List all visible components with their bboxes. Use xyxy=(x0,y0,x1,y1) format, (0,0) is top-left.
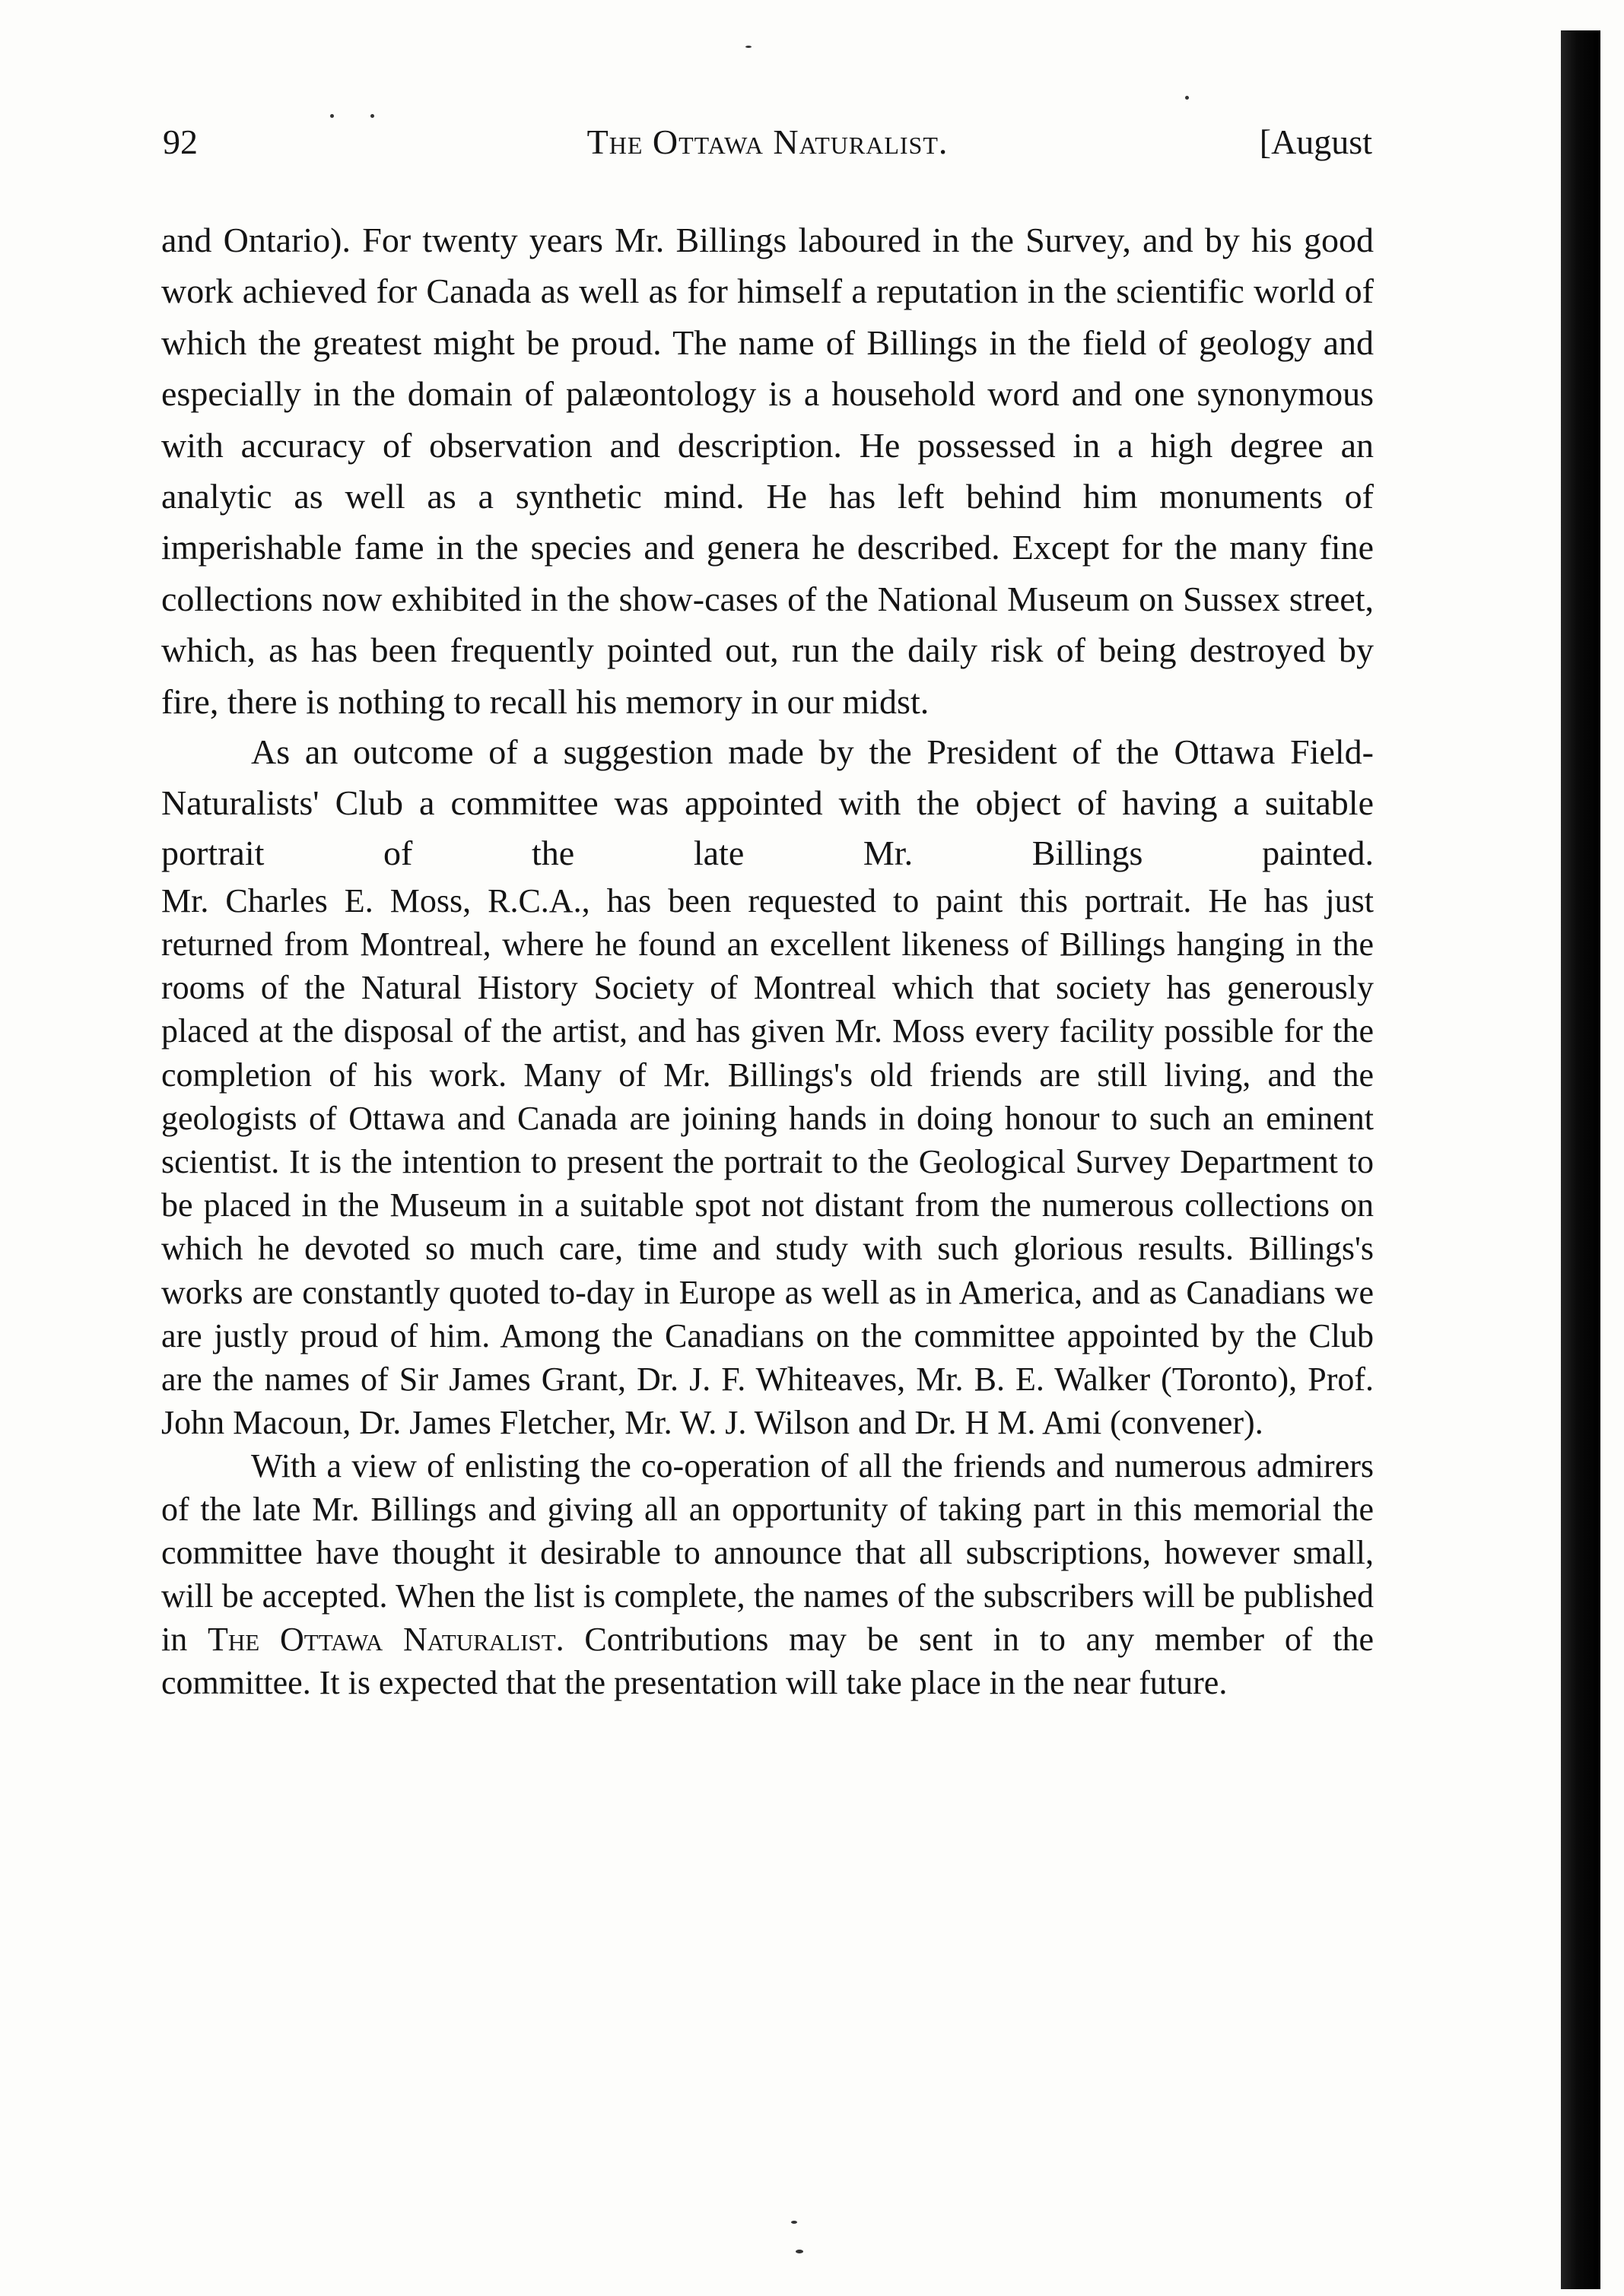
running-head xyxy=(163,122,1372,175)
binding-shadow xyxy=(1561,30,1600,2289)
article-body xyxy=(161,214,1374,1704)
paragraph-3-text-a: With a view of enlisting the co-operation of all the friends and numerous admirers of the late Mr. Billings and giving all an opportunity of taking part in this memorial the committee have thought it desirable to announce that all subscriptions, however small, will be accepted. When the list is complete, the names of the subscribers will be published in xyxy=(161,1447,1374,1659)
scan-speck xyxy=(330,114,334,118)
scan-speck xyxy=(370,114,374,118)
scan-speck xyxy=(791,2221,797,2224)
journal-title: The Ottawa Naturalist. xyxy=(586,122,949,161)
paragraph-3 xyxy=(161,1444,1374,1704)
paragraph-3-text-b: Contributions may be sent in to any member of the committee. It is expected that the presentation will take place in the near future. xyxy=(161,1621,1375,1702)
scan-speck xyxy=(796,2250,803,2253)
journal-reference: The Ottawa Naturalist. xyxy=(208,1621,564,1659)
scan-speck xyxy=(745,46,752,48)
paragraph-2-opening: As an outcome of a suggestion made by the President of the Ottawa Field-Naturalists' Club a committee was appointed with the object of having a suitable portrait of the late Mr. Billings painted. xyxy=(161,732,1374,873)
page-number: 92 xyxy=(163,122,198,161)
paragraph-2-continuation: Mr. Charles E. Moss, R.C.A., has been requested to paint this portrait. He has just returned from Montreal, where he found an excellent likeness of Billings hanging in the rooms of the Natural History Society of Montreal which that society has generously placed at the disposal of the artist, and has given Mr. Moss every facility possible for the completion of his work. Many of Mr. Billings's old friends are still living, and the geologists of Ottawa and Canada are joining hands in doing honour to such an eminent scientist. It is the intention to present the portrait to the Geological Survey Department to be placed in the Museum in a suitable spot not distant from the numerous collections on which he devoted so much care, time and study with such glorious results. Billings's works are constantly quoted to-day in Europe as well as in America, and as Canadians we are justly proud of him. Among the Canadians on the committee appointed by the Club are the names of Sir James Grant, Dr. J. F. Whiteaves, Mr. B. E. Walker (Toronto), Prof. John Macoun, Dr. James Fletcher, Mr. W. J. Wilson and Dr. H M. Ami (convener). xyxy=(161,881,1374,1442)
scan-speck xyxy=(1185,96,1189,100)
paragraph-1: and Ontario). For twenty years Mr. Billings laboured in the Survey, and by his good work achieved for Canada as well as for himself a reputation in the scientific world of which the greatest might be proud. The name of Billings in the field of geology and especially in the domain of palæontology is a household word and one synonymous with accuracy of observation and description. He possessed in a high degree an analytic as well as a synthetic mind. He has left behind him monuments of imperishable fame in the species and genera he described. Except for the many fine collections now exhibited in the show-cases of the National Museum on Sussex street, which, as has been frequently pointed out, run the daily risk of being destroyed by fire, there is nothing to recall his memory in our midst. xyxy=(161,221,1374,721)
issue-month: [August xyxy=(1259,122,1372,161)
